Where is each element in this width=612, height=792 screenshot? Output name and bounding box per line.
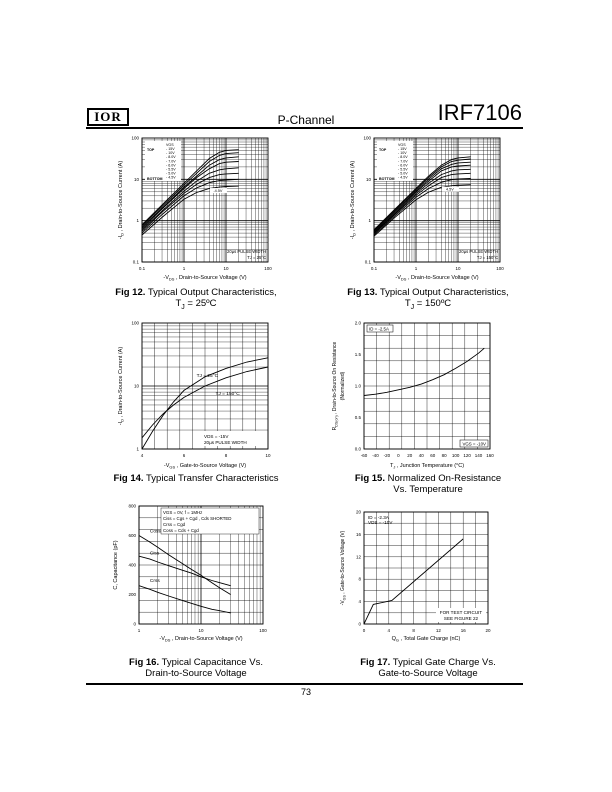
label-crss: Crss [149, 578, 160, 584]
y-tick-label: 100 [131, 135, 139, 141]
x-tick-label: -20 [383, 453, 391, 458]
y-tick-label: 0.0 [354, 446, 361, 452]
x-tick-label: 140 [474, 453, 483, 458]
pulse-width-note: 20µs PULSE WIDTH [227, 249, 266, 254]
x-tick-label: 100 [264, 266, 272, 271]
legend-line: Coss = Cds + Cgd [163, 528, 199, 533]
x-tick-label: 10 [198, 628, 204, 633]
fig12-caption: Fig 12. Typical Output Characteristics, $T_J$ = 25ºC [115, 287, 277, 311]
vds-note: VDS = -15V [204, 434, 229, 439]
footer-rule [86, 683, 523, 685]
legend-value: - 15V [398, 147, 407, 151]
x-tick-label: 8 [224, 453, 228, 458]
legend-box [377, 141, 413, 181]
legend-value: - 5.5V [166, 167, 176, 172]
x-tick-label: 6 [182, 453, 186, 458]
x-tick-label: 0 [362, 628, 366, 633]
fig16-capacitance-chart [87, 498, 307, 643]
pulse-width-note: 20µs PULSE WIDTH [204, 440, 247, 445]
x-tick-label: 20 [485, 628, 491, 633]
y-tick-label: 2.0 [354, 320, 361, 326]
x-tick-label: 80 [441, 453, 447, 458]
x-axis-label: $T_J$ , Junction Temperature (°C) [389, 463, 465, 470]
x-tick-label: 20 [407, 453, 413, 458]
y-tick-label: 12 [355, 554, 361, 560]
y-tick-label: 600 [128, 533, 136, 538]
fig14-caption: Fig 14. Typical Transfer Characteristics [113, 473, 279, 484]
legend-value: - 8.0V [398, 155, 408, 160]
header-rule [86, 127, 523, 129]
y-tick-label: 1 [136, 218, 139, 224]
label-tj-150: TJ = 150°C [215, 391, 240, 397]
temperature-note: TJ = 25°C [247, 255, 266, 260]
header-part-number: IRF7106 [437, 100, 522, 125]
legend-bottom-label: BOTTOM [147, 177, 163, 181]
x-tick-label: -40 [372, 453, 379, 458]
fig13-caption: Fig 13. Typical Output Characteristics, $T_J$ = 150ºC [347, 287, 509, 311]
x-axis-label: $-V_{DS}$ , Drain-to-Source Voltage (V) [163, 275, 247, 282]
y-axis-label: $-I_D$ , Drain-to-Source Current (A) [118, 160, 125, 240]
fig17-gate-charge-chart [319, 498, 539, 643]
fig12-output-chart-25c [87, 130, 307, 290]
y-tick-label: 10 [133, 383, 139, 389]
legend-value: - 15V [166, 147, 175, 151]
y-tick-label: 1.5 [354, 352, 361, 357]
x-tick-label: 4 [140, 453, 144, 458]
y-axis-label-normalized: (Normalized) [340, 371, 346, 401]
x-tick-label: 1 [137, 628, 141, 633]
fig13-output-chart-150c [319, 130, 539, 290]
y-tick-label: 400 [128, 562, 136, 568]
y-axis-label: $-I_D$ , Drain-to-Source Current (A) [350, 160, 357, 240]
y-tick-label: 1 [136, 446, 139, 452]
legend-value: - 6.0V [398, 163, 408, 168]
legend-value: - 7.0V [398, 159, 408, 164]
x-tick-label: 100 [451, 453, 460, 458]
y-tick-label: 1.0 [354, 383, 361, 389]
fig16-caption: Fig 16. Typical Capacitance Vs. Drain-to-Source Voltage [129, 657, 263, 679]
x-tick-label: -60 [360, 453, 368, 458]
x-axis-label: $-V_{GS}$ , Gate-to-Source Voltage (V) [163, 463, 247, 470]
vgs-note: VGS = -10V [462, 441, 486, 447]
see-figure-note: SEE FIGURE 22 [443, 616, 479, 621]
y-tick-label: 0.1 [132, 259, 139, 265]
fig15-on-resistance-chart [319, 315, 539, 475]
y-axis-label: $-V_{GS}$ , Gate-to-Source Voltage (V) [340, 530, 347, 606]
y-tick-label: 1 [368, 218, 371, 224]
x-tick-label: 0.1 [370, 266, 378, 271]
legend-value: - 8.0V [166, 155, 176, 160]
y-tick-label: 200 [128, 592, 136, 597]
vds-note: VDS = -10V [368, 520, 393, 525]
plot-grid [364, 323, 490, 449]
legend-line: VGS = 0V, f = 1MHz [163, 510, 203, 515]
y-tick-label: 100 [363, 135, 371, 141]
y-tick-label: 20 [355, 509, 361, 515]
x-tick-label: 0.1 [138, 266, 146, 271]
fig14-transfer-chart [87, 315, 307, 475]
legend-value: - 5.0V [398, 171, 408, 176]
pulse-width-note: 20µs PULSE WIDTH [459, 249, 498, 254]
legend-box [145, 141, 181, 181]
fig17-caption: Fig 17. Typical Gate Charge Vs. Gate-to-Source Voltage [360, 657, 496, 679]
y-tick-label: 10 [133, 176, 139, 182]
legend-value: - 5.5V [398, 167, 408, 172]
y-tick-label: 0.1 [364, 259, 371, 265]
plot-grid [364, 512, 488, 624]
x-tick-label: 1 [182, 266, 186, 271]
fig15-caption: Fig 15. Normalized On-Resistance Vs. Temperature [354, 473, 502, 495]
series-line-rdson [364, 348, 484, 395]
legend-line: Crss = Cgd [163, 522, 186, 527]
series-line-crss [139, 586, 231, 613]
company-logo: IOR [87, 108, 129, 126]
x-tick-label: 160 [486, 453, 494, 458]
y-tick-label: 0 [133, 621, 136, 627]
x-tick-label: 0 [397, 453, 400, 458]
y-tick-label: 10 [365, 176, 371, 182]
y-tick-label: 16 [355, 531, 361, 537]
legend-value: - 4.5V [398, 175, 408, 180]
y-axis-label: $-I_D$ , Drain-to-Source Current (A) [118, 346, 125, 426]
y-tick-label: 4 [358, 599, 361, 605]
legend-value: - 6.0V [166, 163, 176, 168]
id-note: ID = -2.3A [368, 515, 389, 520]
label-tj-25: TJ = 25°C [196, 373, 219, 379]
label-coss: Coss [149, 529, 161, 535]
legend-value: - 5.0V [166, 171, 176, 176]
y-axis-label: C, Capacitance (pF) [113, 540, 119, 590]
x-axis-label: $Q_G$ , Total Gate Charge (nC) [391, 636, 461, 643]
curve-label: -4.5V [213, 189, 223, 194]
x-tick-label: 100 [259, 628, 267, 633]
test-circuit-note: FOR TEST CIRCUIT [439, 610, 483, 615]
legend-line: Ciss = Cgs + Cgd , Cds SHORTED [163, 516, 232, 521]
x-tick-label: 120 [463, 453, 471, 458]
legend-bottom-label: BOTTOM [379, 177, 395, 181]
x-tick-label: 10 [223, 266, 229, 271]
y-tick-label: 100 [131, 320, 139, 326]
legend-value: - 7.0V [166, 159, 176, 164]
curve-label: 4.5V [446, 187, 454, 192]
x-tick-label: 100 [496, 266, 504, 271]
x-tick-label: 60 [430, 453, 436, 458]
y-axis-label: $R_{DS(on)}$ , Drain-to-Source On Resistance [332, 341, 339, 431]
legend-title: VGS [166, 143, 174, 147]
x-axis-label: $-V_{DS}$ , Drain-to-Source Voltage (V) [395, 275, 479, 282]
header-channel: P-Channel [277, 113, 335, 127]
x-tick-label: 8 [412, 628, 415, 633]
page-number: 73 [300, 687, 311, 697]
x-tick-label: 40 [418, 453, 424, 458]
y-tick-label: 0 [358, 621, 361, 627]
id-note: ID = -2.5A [369, 326, 389, 332]
x-axis-label: $-V_{DS}$ , Drain-to-Source Voltage (V) [159, 636, 243, 643]
legend-top-label: TOP [379, 148, 387, 152]
x-tick-label: 10 [455, 266, 461, 271]
legend-value: - 4.5V [166, 175, 176, 180]
legend-value: - 10V [166, 151, 175, 156]
y-tick-label: 800 [128, 503, 136, 509]
y-tick-label: 0.5 [354, 415, 361, 420]
y-tick-label: 8 [358, 576, 361, 582]
temperature-note: TJ = 150°C [476, 255, 498, 260]
x-tick-label: 4 [387, 628, 391, 633]
legend-top-label: TOP [147, 148, 155, 152]
x-tick-label: 1 [414, 266, 418, 271]
legend-title: VGS [398, 143, 406, 147]
x-tick-label: 12 [435, 628, 441, 633]
label-ciss: Ciss [149, 551, 160, 557]
legend-value: - 10V [398, 151, 407, 156]
x-tick-label: 16 [460, 628, 466, 633]
x-tick-label: 10 [265, 453, 271, 458]
